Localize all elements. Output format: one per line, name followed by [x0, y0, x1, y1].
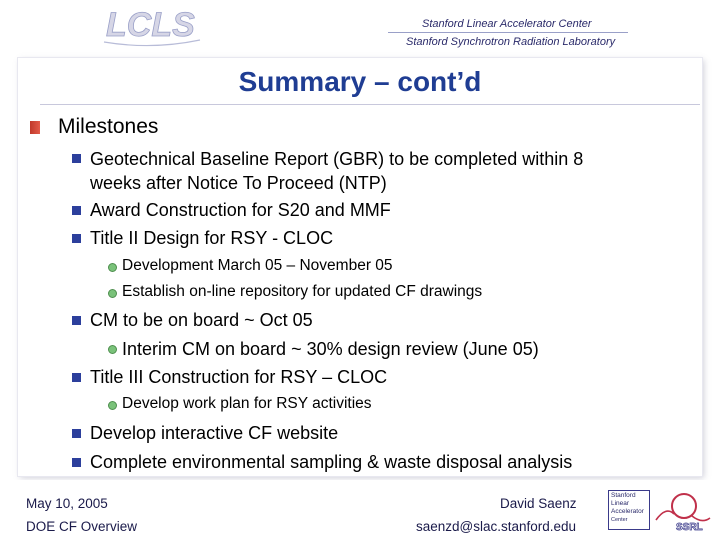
bullet-dot-green — [108, 401, 117, 410]
section-heading: Milestones — [58, 115, 159, 138]
list-item-continuation: weeks after Notice To Proceed (NTP) — [90, 173, 387, 193]
sub-list-item: Development March 05 – November 05 — [122, 257, 393, 274]
ssrl-label: SSRL — [676, 522, 703, 532]
ssrl-ring-icon — [652, 490, 712, 532]
bullet-dot-green — [108, 289, 117, 298]
header-band — [0, 0, 720, 58]
bullet-square-blue — [72, 373, 81, 382]
lcls-logo-text: LCLS — [106, 6, 195, 44]
list-item: Geotechnical Baseline Report (GBR) to be completed within 8 — [90, 149, 584, 169]
bullet-square-blue — [72, 458, 81, 467]
lcls-logo — [102, 6, 202, 50]
sub-list-item: Establish on-line repository for updated CF drawings — [122, 283, 483, 300]
bullet-dot-green — [108, 345, 117, 354]
bullet-dot-green — [108, 263, 117, 272]
footer-date: May 10, 2005 — [26, 496, 108, 511]
list-item: Complete environmental sampling & waste disposal analysis — [90, 452, 573, 472]
slac-ssrl-logo — [608, 490, 712, 532]
lab-names — [398, 16, 628, 52]
footer-email: saenzd@slac.stanford.edu — [416, 519, 577, 534]
lab-name-slac: Stanford Linear Accelerator Center — [422, 18, 592, 30]
bullet-square-blue — [72, 206, 81, 215]
bullet-square-red — [30, 121, 40, 134]
slac-logo-line: Accelerator — [611, 508, 644, 515]
slac-logo-line: Stanford — [611, 492, 636, 499]
slac-logo-line: Linear — [611, 500, 630, 507]
bullet-square-blue — [72, 316, 81, 325]
bullet-square-blue — [72, 234, 81, 243]
bullet-square-blue — [72, 154, 81, 163]
slide-title: Summary – cont’d — [238, 66, 482, 97]
slac-logo-line: Center — [611, 517, 628, 523]
sub-list-item: Interim CM on board ~ 30% design review (June 05) — [122, 339, 539, 359]
footer-presenter: David Saenz — [500, 496, 577, 511]
footer-event: DOE CF Overview — [26, 519, 138, 534]
list-item: Title III Construction for RSY – CLOC — [90, 367, 388, 387]
bullet-square-blue — [72, 429, 81, 438]
list-item: Title II Design for RSY - CLOC — [90, 228, 334, 248]
list-item: CM to be on board ~ Oct 05 — [90, 310, 313, 330]
slac-logo-box — [608, 490, 650, 530]
list-item: Award Construction for S20 and MMF — [90, 200, 391, 220]
list-item: Develop interactive CF website — [90, 423, 339, 443]
title-rule — [40, 104, 700, 105]
lab-divider — [388, 32, 628, 33]
lab-name-ssrl: Stanford Synchrotron Radiation Laboratory — [406, 36, 616, 48]
sub-list-item: Develop work plan for RSY activities — [122, 395, 372, 412]
